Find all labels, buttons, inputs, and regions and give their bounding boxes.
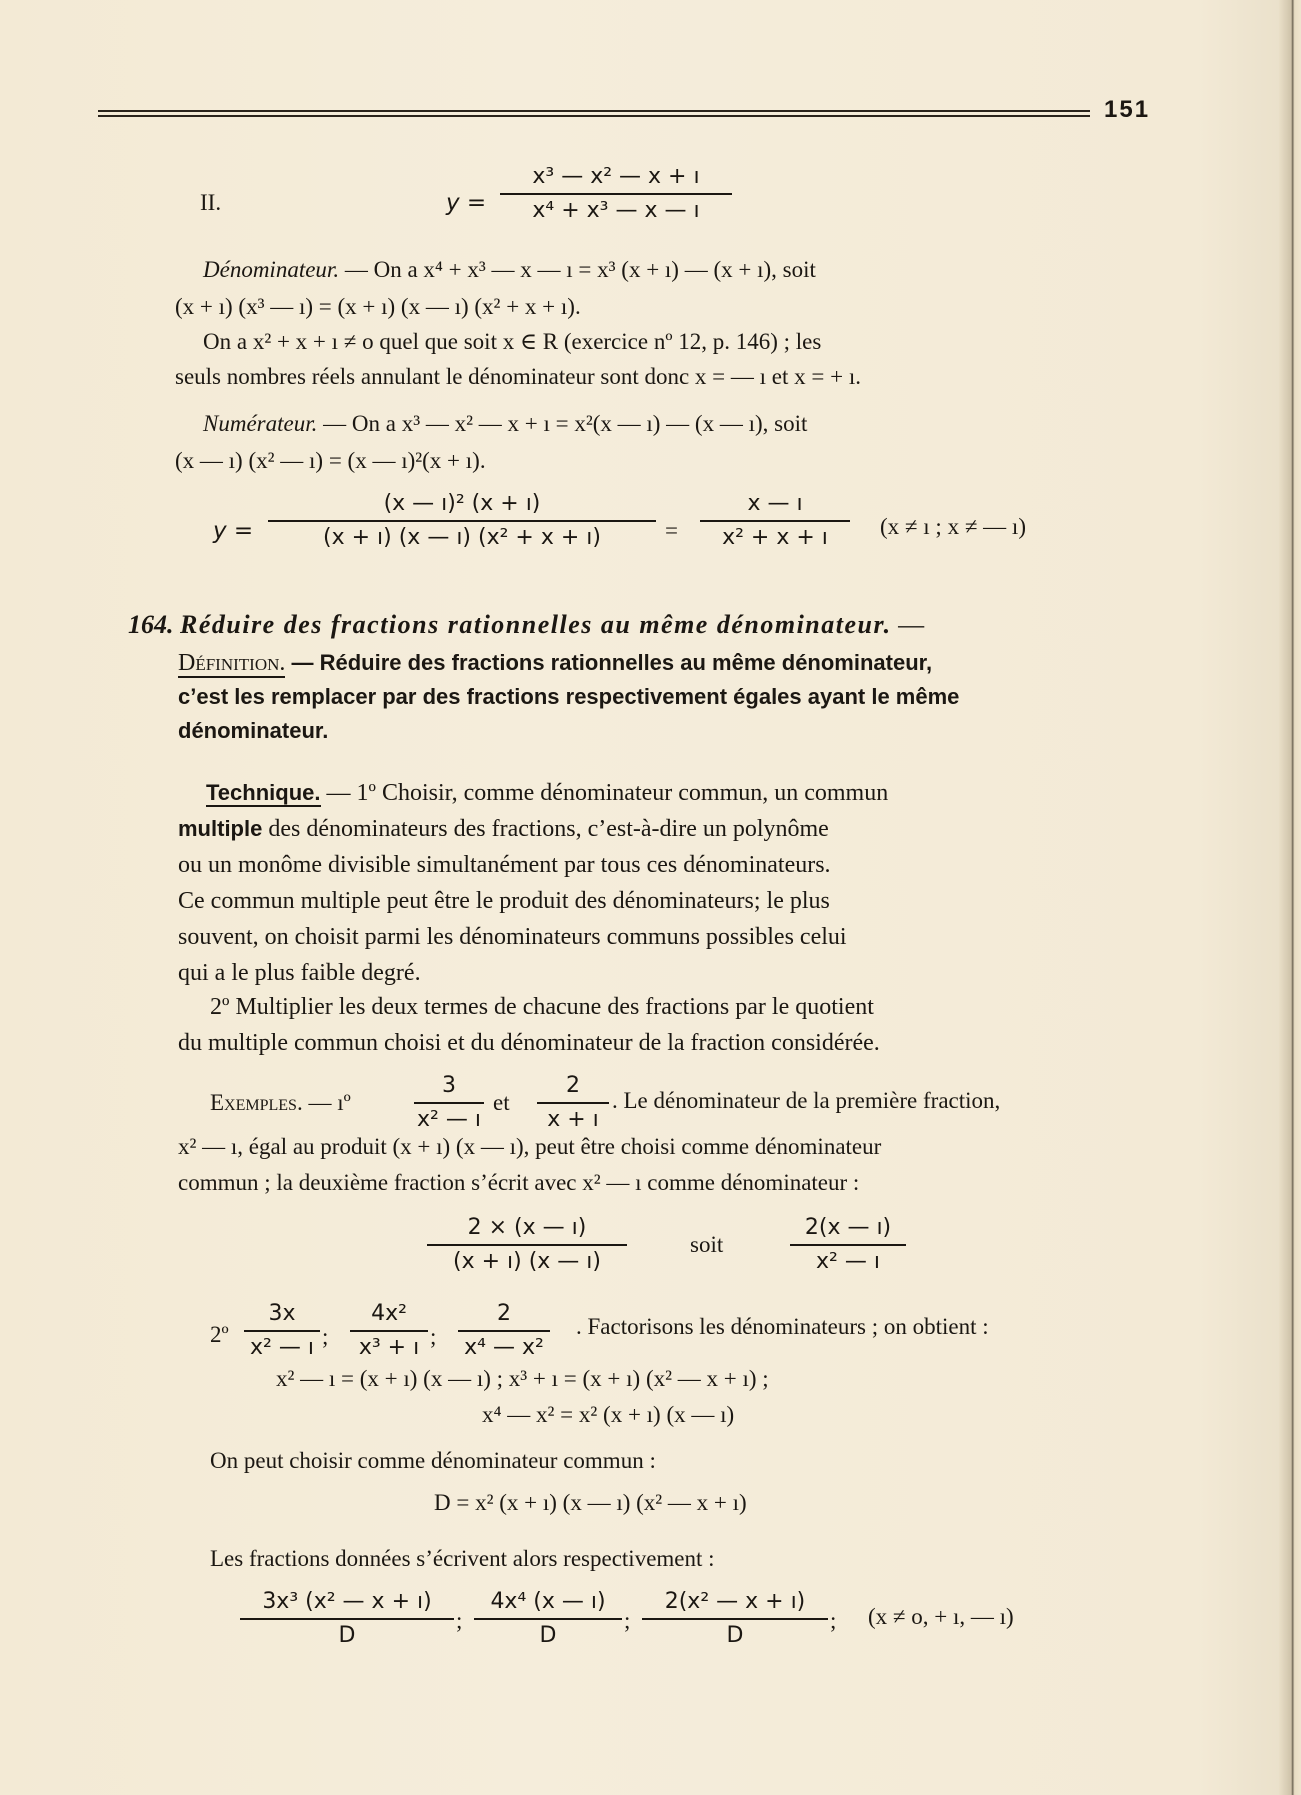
final-fraction-3 [642, 1588, 828, 1650]
final-fraction-2 [474, 1588, 622, 1650]
result-fraction-1 [268, 490, 656, 552]
multiple-bold: multiple [178, 816, 263, 841]
exemples-intro [210, 1088, 351, 1118]
fraction-numerator: (x — ı)² (x + ı) [268, 490, 656, 522]
final-condition: (x ≠ o, + ı, — ı) [868, 1604, 1014, 1629]
fraction-numerator: 2 × (x — ı) [427, 1214, 627, 1246]
fraction-denominator: x² — ı [417, 1107, 481, 1132]
denominateur-line1 [203, 255, 816, 285]
fraction-denominator: D [726, 1623, 744, 1648]
result-fraction-2 [700, 490, 850, 552]
separator: ; [624, 1608, 631, 1633]
D-equation: D = x² (x + ı) (x — ı) (x² — x + ı) [434, 1490, 747, 1515]
definition-line2: c’est les remplacer par des fractions respectivement égales ayant le même [178, 684, 960, 709]
factor-text: . Factorisons les dénominateurs ; on obtient : [576, 1314, 989, 1339]
exercise-label: II. [200, 190, 222, 215]
fraction-numerator: 2 [537, 1072, 609, 1104]
fraction-numerator: 3x [244, 1300, 320, 1332]
exemples-line3: commun ; la deuxième fraction s’écrit avec x² — ı comme dénominateur : [178, 1170, 860, 1195]
section-heading [128, 610, 924, 640]
example-fraction-4 [790, 1214, 906, 1276]
fraction-numerator: 4x² [350, 1300, 428, 1332]
technique-line3: ou un monôme divisible simultanément par tous ces dénominateurs. [178, 852, 831, 878]
fraction-denominator: x⁴ — x² [464, 1335, 544, 1360]
exemples-line2: x² — ı, égal au produit (x + ı) (x — ı), peut être choisi comme dénominateur [178, 1134, 882, 1159]
technique-line2 [178, 814, 829, 844]
technique-text: des dénominateurs des fractions, c’est-à-dire un polynôme [262, 816, 829, 842]
definition-line3: dénominateur. [178, 718, 329, 743]
fraction-denominator: x² + x + ı [722, 525, 828, 550]
fraction-numerator: 3 [414, 1072, 484, 1104]
denominateur-label: Dénominateur. [203, 257, 340, 282]
denominateur-line2: (x + ı) (x³ — ı) = (x + ı) (x — ı) (x² + x + ı). [175, 294, 581, 319]
example2-label: 2º [210, 1322, 229, 1347]
fraction-denominator: (x + ı) (x — ı) (x² + x + ı) [323, 525, 601, 550]
definition-line1 [178, 648, 932, 678]
section-dash: — [891, 610, 925, 639]
result-y-equals: y = [213, 518, 254, 544]
example2-fraction-3 [458, 1300, 550, 1362]
soit-word: soit [690, 1232, 724, 1257]
fraction-denominator: x³ + ı [358, 1335, 420, 1360]
example2-fraction-2 [350, 1300, 428, 1362]
fraction-denominator: x² — ı [250, 1335, 314, 1360]
technique-line8: du multiple commun choisi et du dénominateur de la fraction considérée. [178, 1030, 880, 1056]
numerateur-text: — On a x³ — x² — x + ı = x²(x — ı) — (x — ı), soit [317, 411, 808, 436]
numerateur-label: Numérateur. [203, 411, 318, 436]
y-equals: y = [446, 190, 487, 216]
fraction-denominator: D [338, 1623, 356, 1648]
technique-line1 [206, 778, 888, 808]
exemples-label: Exemples. [210, 1090, 303, 1115]
written-text: Les fractions données s’écrivent alors respectivement : [210, 1546, 715, 1571]
exemples-number: — ıº [302, 1090, 351, 1115]
fraction-numerator: 3x³ (x² — x + ı) [240, 1588, 454, 1620]
header-rule [98, 110, 1090, 120]
separator: ; [456, 1608, 463, 1633]
numerateur-line2: (x — ı) (x² — ı) = (x — ı)²(x + ı). [175, 448, 486, 473]
example-fraction-2 [537, 1072, 609, 1134]
exercise-fraction [500, 163, 732, 225]
fraction-numerator: 2 [458, 1300, 550, 1332]
technique-line7: 2º Multiplier les deux termes de chacune des fractions par le quotient [210, 994, 874, 1020]
technique-label: Technique. [206, 780, 321, 805]
factor-line2: x⁴ — x² = x² (x + ı) (x — ı) [482, 1402, 735, 1427]
fraction-denominator: (x + ı) (x — ı) [453, 1249, 601, 1274]
fraction-denominator: D [539, 1623, 557, 1648]
technique-line4: Ce commun multiple peut être le produit des dénominateurs; le plus [178, 888, 830, 914]
fraction-numerator: 4x⁴ (x — ı) [474, 1588, 622, 1620]
et-word: et [493, 1090, 510, 1115]
separator: ; [430, 1324, 437, 1349]
denominateur-line4: seuls nombres réels annulant le dénominateur sont donc x = — ı et x = + ı. [175, 364, 861, 389]
example-fraction-3 [427, 1214, 627, 1276]
fraction-denominator: x² — ı [816, 1249, 880, 1274]
example-fraction-1 [414, 1072, 484, 1134]
definition-text: — Réduire des fractions rationnelles au même dénominateur, [285, 650, 933, 675]
final-fraction-1 [240, 1588, 454, 1650]
factor-line1: x² — ı = (x + ı) (x — ı) ; x³ + ı = (x + ı) (x² — x + ı) ; [276, 1366, 769, 1391]
choose-text: On peut choisir comme dénominateur commun : [210, 1448, 656, 1473]
book-spine [1279, 0, 1301, 1795]
example2-fraction-1 [244, 1300, 320, 1362]
denominateur-text: — On a x⁴ + x³ — x — ı = x³ (x + ı) — (x + ı), soit [339, 257, 816, 282]
exemples-after: . Le dénominateur de la première fraction, [612, 1088, 1001, 1113]
fraction-denominator: x + ı [547, 1107, 599, 1132]
technique-line6: qui a le plus faible degré. [178, 960, 421, 986]
fraction-numerator: 2(x — ı) [790, 1214, 906, 1246]
fraction-denominator: x⁴ + x³ — x — ı [532, 198, 700, 223]
separator: ; [830, 1608, 837, 1633]
equals-sign: = [665, 518, 678, 543]
section-title: Réduire des fractions rationnelles au même dénominateur. [180, 610, 892, 639]
denominateur-line3: On a x² + x + ı ≠ o quel que soit x ∈ R (exercice nº 12, p. 146) ; les [203, 329, 822, 354]
fraction-numerator: x³ — x² — x + ı [500, 163, 732, 195]
fraction-numerator: 2(x² — x + ı) [642, 1588, 828, 1620]
page-number: 151 [1104, 96, 1151, 123]
numerateur-line1 [203, 409, 807, 439]
fraction-numerator: x — ı [700, 490, 850, 522]
result-condition: (x ≠ ı ; x ≠ — ı) [880, 514, 1026, 539]
technique-text: — 1º Choisir, comme dénominateur commun, un commun [320, 780, 889, 806]
definition-label: Définition. [178, 650, 286, 676]
separator: ; [322, 1324, 329, 1349]
technique-line5: souvent, on choisit parmi les dénominateurs communs possibles celui [178, 924, 847, 950]
section-number: 164. [128, 610, 174, 639]
